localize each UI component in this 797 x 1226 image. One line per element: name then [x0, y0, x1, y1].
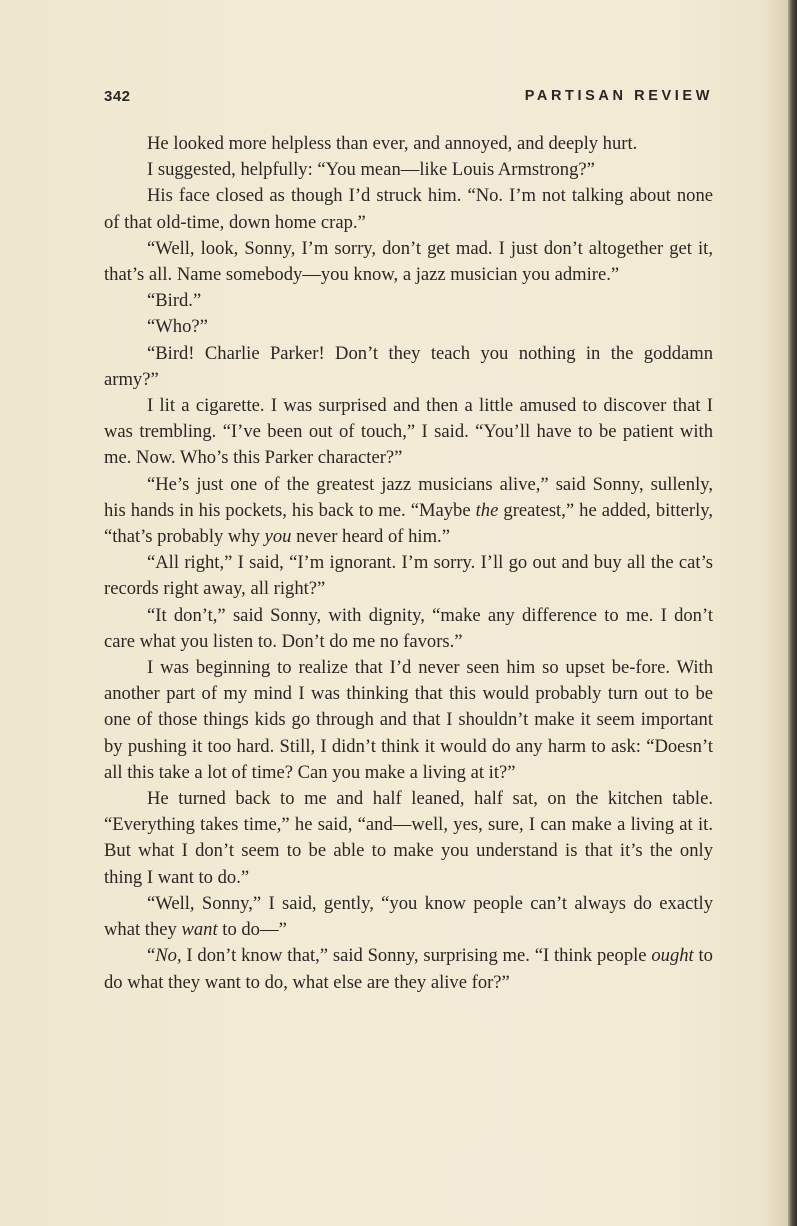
text-run: I don’t know that,” said Sonny, surprising me. “I think people: [181, 945, 652, 967]
text-run: “All right,” I said, “I’m ignorant. I’m sorry. I’ll go out and buy all the cat’s records right away, all right?”: [104, 552, 713, 600]
page-number: 342: [104, 88, 131, 105]
paragraph: [104, 786, 713, 891]
paragraph: [104, 393, 713, 472]
italic-text: No,: [155, 945, 182, 967]
text-run: “: [147, 945, 156, 967]
text-run: to do—”: [217, 919, 287, 941]
text-run: never heard of him.”: [291, 526, 450, 548]
paragraph: [104, 157, 713, 183]
paragraph: [104, 236, 713, 288]
italic-text: you: [264, 526, 292, 548]
text-body: [104, 131, 713, 996]
text-run: “Bird! Charlie Parker! Don’t they teach you nothing in the goddamn army?”: [104, 342, 713, 390]
text-run: “Bird.”: [147, 290, 202, 312]
paragraph: [104, 183, 713, 235]
text-run: I suggested, helpfully: “You mean—like Louis Armstrong?”: [147, 159, 595, 181]
page-header: [104, 88, 713, 112]
text-run: “Who?”: [147, 316, 208, 338]
paragraph: [104, 131, 713, 157]
text-run: “Well, Sonny,” I said, gently, “you know people can’t always do exactly what they: [104, 892, 713, 941]
paragraph: [104, 341, 713, 393]
text-run: to do what they want to do, what else are they alive for?”: [104, 945, 713, 993]
text-run: He looked more helpless than ever, and annoyed, and deeply hurt.: [147, 133, 638, 154]
text-run: His face closed as though I’d struck him. “No. I’m not talking about none of that old-time, down home crap.”: [104, 185, 713, 233]
text-run: I was beginning to realize that I’d never seen him so upset be-fore. With another part of my mind I was thinking that this would probably turn out to be one of those things kids go through and that I shouldn’t make it seem important by pushing it too hard. Still, I didn’t think it would do any harm to ask: “Doesn’t all this take a lot of time? Can you make a living at it?”: [104, 657, 713, 783]
paragraph: [104, 550, 713, 602]
italic-text: want: [181, 919, 218, 941]
page-edge: [788, 0, 797, 1226]
paragraph: [104, 655, 713, 786]
text-run: greatest,” he added, bitterly, “that’s probably why: [104, 499, 713, 548]
paragraph: [104, 472, 713, 551]
italic-text: ought: [651, 945, 694, 967]
text-run: I lit a cigarette. I was surprised and then a little amused to discover that I was trembling. “I’ve been out of touch,” I said. “You’ll have to be patient with me. Now. Who’s this Parker character?”: [104, 395, 713, 469]
paragraph: [104, 891, 713, 943]
text-run: “It don’t,” said Sonny, with dignity, “make any difference to me. I don’t care what you listen to. Don’t do me no favors.”: [104, 604, 713, 652]
paragraph: [104, 288, 713, 314]
paragraph: [104, 943, 713, 995]
paragraph: [104, 603, 713, 655]
running-head: PARTISAN REVIEW: [524, 88, 713, 104]
text-run: “Well, look, Sonny, I’m sorry, don’t get mad. I just don’t altogether get it, that’s all. Name somebody—you know, a jazz musician you admire.”: [104, 237, 713, 286]
paragraph: [104, 314, 713, 340]
italic-text: the: [475, 499, 499, 521]
text-run: “He’s just one of the greatest jazz musicians alive,” said Sonny, sullenly, his hands in his pockets, his back to me. “Maybe: [104, 473, 713, 521]
text-run: He turned back to me and half leaned, half sat, on the kitchen table. “Everything takes time,” he said, “and—well, yes, sure, I can make a living at it. But what I don’t seem to be able to make you understand is that it’s the only thing I want to do.”: [104, 788, 713, 888]
